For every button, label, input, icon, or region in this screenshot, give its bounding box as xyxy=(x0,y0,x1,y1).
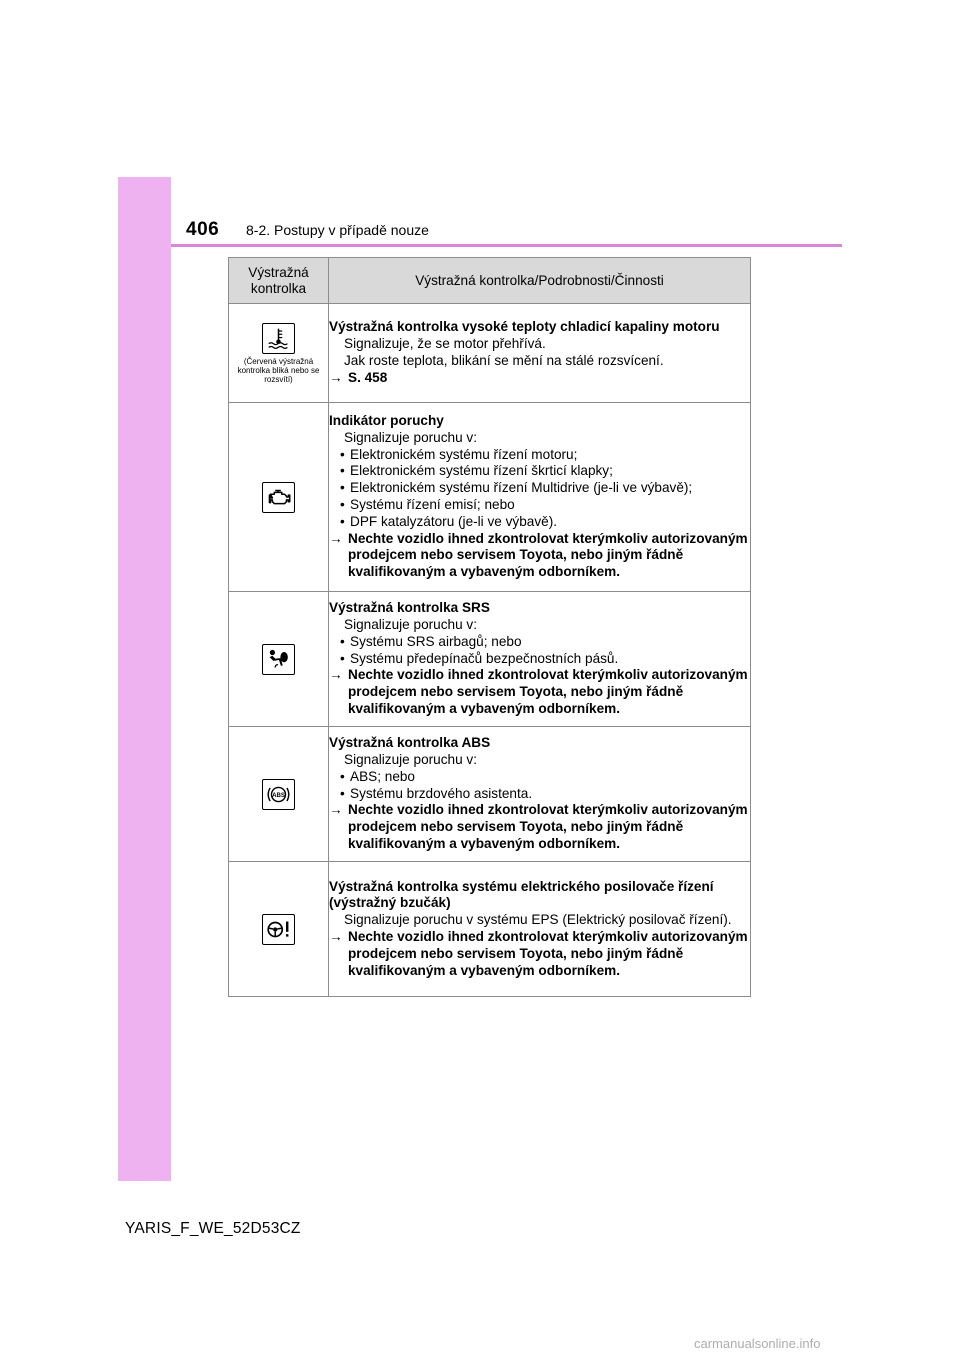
action-text: → Nechte vozidlo ihned zkontrolovat kterýmkoliv autorizovaným prodejcem nebo servisem Toyota, nebo jiným řádně kvalifikovaným a vybaveným odborníkem. xyxy=(329,667,748,716)
page-reference-link[interactable]: S. 458 xyxy=(348,369,388,385)
svg-text:ABS: ABS xyxy=(272,791,285,799)
list-item: • Systému řízení emisí; nebo xyxy=(340,497,515,512)
document-code: YARIS_F_WE_52D53CZ xyxy=(125,1220,301,1237)
power-steering-icon xyxy=(262,914,295,945)
item-title: Výstražná kontrolka vysoké teploty chladicí kapaliny motoru xyxy=(329,319,720,335)
detail-line: Signalizuje poruchu v: xyxy=(344,752,477,767)
arrow-icon: → xyxy=(329,530,343,546)
action-text: → Nechte vozidlo ihned zkontrolovat kterýmkoliv autorizovaným prodejcem nebo servisem Toyota, nebo jiným řádně kvalifikovaným a vybaveným odborníkem. xyxy=(329,802,748,851)
col-header-desc: Výstražná kontrolka/Podrobnosti/Činnosti xyxy=(329,258,751,304)
item-title: Výstražná kontrolka SRS xyxy=(329,600,490,616)
list-item: • Elektronickém systému řízení motoru; xyxy=(340,446,578,462)
icon-caption: (Červená výstražná kontrolka bliká nebo se rozsvítí) xyxy=(237,356,320,384)
chapter-side-tab xyxy=(118,177,171,1181)
page-number: 406 xyxy=(186,219,220,240)
desc-cell xyxy=(329,727,751,862)
icon-cell xyxy=(229,592,329,727)
abs-icon xyxy=(262,779,295,810)
table-row xyxy=(229,727,751,862)
watermark: carmanualsonline.info xyxy=(694,1336,821,1351)
table-header-row xyxy=(229,258,751,304)
list-item: • Elektronickém systému řízení Multidrive (je-li ve výbavě); xyxy=(340,480,693,496)
action-text: → Nechte vozidlo ihned zkontrolovat kterýmkoliv autorizovaným prodejcem nebo servisem Toyota, nebo jiným řádně kvalifikovaným a vybaveným odborníkem. xyxy=(329,530,748,580)
engine-malfunction-icon xyxy=(262,482,295,513)
table-row xyxy=(229,304,751,403)
list-item: • Systému SRS airbagů; nebo xyxy=(340,633,522,649)
desc-cell xyxy=(329,304,751,403)
list-item: • Elektronickém systému řízení škrticí klapky; xyxy=(340,463,613,479)
arrow-icon: → xyxy=(329,667,343,683)
detail-line: Signalizuje poruchu v: xyxy=(344,617,477,632)
coolant-temperature-icon xyxy=(262,323,295,354)
arrow-icon: → xyxy=(329,369,343,385)
action-text: → Nechte vozidlo ihned zkontrolovat kterýmkoliv autorizovaným prodejcem nebo servisem Toyota, nebo jiným řádně kvalifikovaným a vybaveným odborníkem. xyxy=(329,929,748,978)
icon-cell xyxy=(229,403,329,592)
action-reference xyxy=(329,370,750,387)
table-row xyxy=(229,403,751,592)
detail-line: Signalizuje, že se motor přehřívá. xyxy=(344,336,546,352)
detail-line: Jak roste teplota, blikání se mění na stálé rozsvícení. xyxy=(344,353,664,368)
item-title: Indikátor poruchy xyxy=(329,413,444,429)
airbag-icon xyxy=(262,644,295,675)
table-row xyxy=(229,592,751,727)
section-title: 8-2. Postupy v případě nouze xyxy=(246,222,429,238)
arrow-icon: → xyxy=(329,929,343,944)
list-item: • DPF katalyzátoru (je-li ve výbavě). xyxy=(340,513,557,529)
table-row xyxy=(229,862,751,997)
list-item: • ABS; nebo xyxy=(340,768,415,784)
desc-cell xyxy=(329,403,751,592)
col-header-icon: Výstražná kontrolka xyxy=(229,258,329,304)
desc-cell xyxy=(329,862,751,997)
icon-cell xyxy=(229,304,329,403)
list-item: • Systému předepínačů bezpečnostních pásů. xyxy=(340,650,619,666)
desc-cell xyxy=(329,592,751,727)
icon-cell xyxy=(229,727,329,862)
warning-lights-table xyxy=(228,257,751,997)
detail-line: Signalizuje poruchu v: xyxy=(344,429,477,445)
list-item: • Systému brzdového asistenta. xyxy=(340,785,533,801)
icon-cell xyxy=(229,862,329,997)
arrow-icon: → xyxy=(329,802,343,818)
detail-line: Signalizuje poruchu v systému EPS (Elektrický posilovač řízení). xyxy=(344,912,732,928)
item-title: Výstražná kontrolka systému elektrického posilovače řízení (výstražný bzučák) xyxy=(329,878,714,911)
header-rule xyxy=(171,244,842,247)
item-title: Výstražná kontrolka ABS xyxy=(329,735,491,751)
